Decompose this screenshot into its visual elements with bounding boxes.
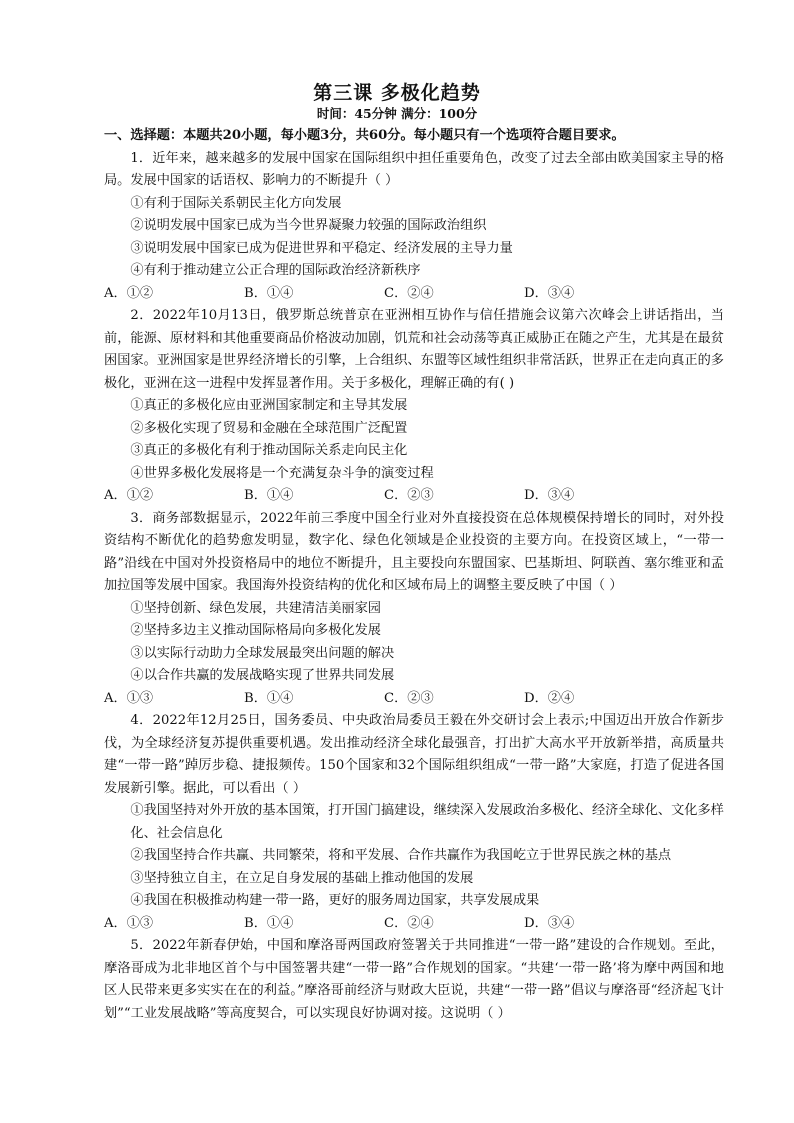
question-option: ④有利于推动建立公正合理的国际政治经济新秩序 [130, 263, 421, 278]
question-stem: 1．近年来，越来越多的发展中国家在国际组织中担任重要角色，改变了过去全部由欧美国家主导的格局。发展中国家的话语权、影响力的不断提升（ ） [104, 150, 724, 188]
choice-b: B．①④ [244, 915, 294, 931]
choice-c: C．②③ [384, 488, 434, 503]
question-option: ④世界多极化发展将是一个充满复杂斗争的演变过程 [130, 465, 434, 481]
question-option: ①真正的多极化应由亚洲国家制定和主导其发展 [130, 398, 408, 413]
question-option: ②我国坚持合作共赢、共同繁荣，将和平发展、合作共赢作为我国屹立于世界民族之林的基点 [130, 848, 672, 863]
choice-d: D．②④ [524, 690, 575, 706]
question-option: ④我国在积极推动构建一带一路，更好的服务周边国家，共享发展成果 [130, 893, 540, 908]
question-option: ②坚持多边主义推动国际格局向多极化发展 [130, 623, 381, 638]
document-body [104, 125, 724, 1025]
question-1 [104, 148, 724, 306]
question-option: ①我国坚持对外开放的基本国策，打开国门搞建设，继续深入发展政治多极化、经济全球化、文化多样化、社会信息化 [130, 803, 724, 841]
choice-c: C．②④ [384, 915, 434, 931]
question-option: ③以实际行动助力全球发展最突出问题的解决 [130, 645, 395, 661]
question-stem: 5．2022年新春伊始，中国和摩洛哥两国政府签署关于共同推进“一带一路”建设的合作规划。至此，摩洛哥成为北非地区首个与中国签署共建“一带一路”合作规划的国家。“共建‘一带一路’将为摩中两国和地区人民带来更多实实在在的利益。”摩洛哥前经济与财政大臣说，共建“一带一路”倡议与摩洛哥“经济起飞计划”“工业发展战略”等高度契合，可以实现良好协调对接。这说明（ ） [104, 938, 724, 1021]
question-option: ③坚持独立自主，在立足自身发展的基础上推动他国的发展 [130, 870, 474, 886]
question-option: ③说明发展中国家已成为促进世界和平稳定、经济发展的主导力量 [130, 240, 513, 256]
question-option: ③真正的多极化有利于推动国际关系走向民主化 [130, 443, 408, 458]
choice-a: A．①③ [104, 690, 154, 706]
choice-a: A．①② [104, 285, 154, 301]
question-option: ②说明发展中国家已成为当今世界凝聚力较强的国际政治组织 [130, 218, 487, 233]
choice-a: A．①③ [104, 915, 154, 931]
choice-a: A．①② [104, 488, 154, 503]
answer-choices [104, 485, 724, 508]
question-4 [104, 710, 724, 935]
choice-b: B．①④ [244, 488, 294, 503]
exam-info: 时间：45分钟 满分：100分 [316, 106, 478, 121]
answer-choices [104, 688, 724, 711]
question-option: ②多极化实现了贸易和金融在全球范围广泛配置 [130, 420, 408, 436]
answer-choices [104, 913, 724, 936]
choice-b: B．①④ [244, 690, 294, 706]
question-option: ④以合作共赢的发展战略实现了世界共同发展 [130, 668, 395, 683]
question-5 [104, 935, 724, 1025]
question-stem: 3．商务部数据显示，2022年前三季度中国全行业对外直接投资在总体规模保持增长的同时，对外投资结构不断优化的趋势愈发明显，数字化、绿色化领域是企业投资的主要方向。在投资区域上，“一带一路”沿线在中国对外投资格局中的地位不断提升，且主要投向东盟国家、巴基斯坦、阿联酋、塞尔维亚和孟加拉国等发展中国家。我国海外投资结构的优化和区域布局上的调整主要反映了中国（ ） [104, 510, 724, 593]
choice-b: B．①④ [244, 285, 294, 301]
choice-d: D．③④ [524, 488, 575, 503]
question-stem: 2．2022年10月13日，俄罗斯总统普京在亚洲相互协作与信任措施会议第六次峰会上讲话指出，当前，能源、原材料和其他重要商品价格波动加剧，饥荒和社会动荡等真正威胁正在随之产生，尤其是在最贫困国家。亚洲国家是世界经济增长的引擎，上合组织、东盟等区域性组织非常活跃，世界正在走向真正的多极化，亚洲在这一进程中发挥显著作用。关于多极化，理解正确的有( ) [104, 308, 724, 391]
answer-choices [104, 283, 724, 306]
question-option: ①坚持创新、绿色发展，共建清洁美丽家园 [130, 600, 381, 616]
choice-c: C．②④ [384, 285, 434, 301]
choice-d: D．③④ [524, 285, 575, 301]
choice-c: C．②③ [384, 690, 434, 706]
section-heading: 一、选择题：本题共20小题，每小题3分，共60分。每小题只有一个选项符合题目要求。 [104, 128, 625, 143]
choice-d: D．③④ [524, 915, 575, 931]
question-stem: 4．2022年12月25日，国务委员、中央政治局委员王毅在外交研讨会上表示;中国迈出开放合作新步伐，为全球经济复苏提供重要机遇。发出推动经济全球化最强音，打出扩大高水平开放新举措，高质量共建“一带一路”踔厉步稳、捷报频传。150个国家和32个国际组织组成“一带一路”大家庭，打造了促进各国发展新引擎。据此，可以看出（ ） [104, 713, 724, 796]
page-title: 第三课 多极化趋势 [313, 82, 481, 104]
question-option: ①有利于国际关系朝民主化方向发展 [130, 195, 342, 211]
question-3 [104, 508, 724, 711]
question-2 [104, 305, 724, 508]
